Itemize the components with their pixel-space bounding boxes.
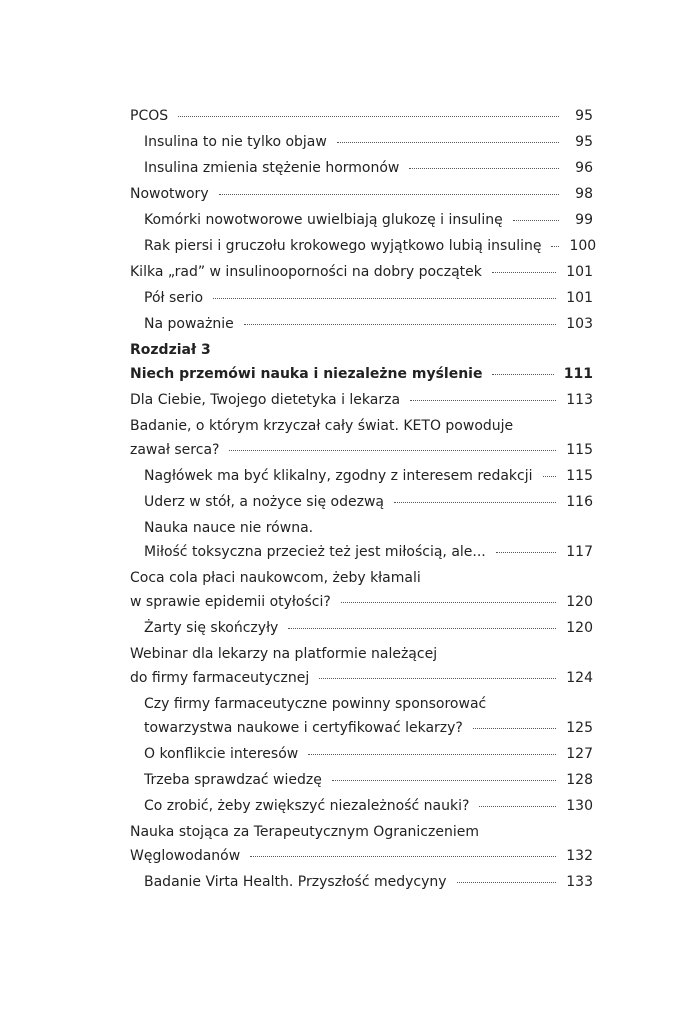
toc-entry-page: 124 (566, 670, 593, 686)
toc-entry-title: Węglowodanów (130, 848, 241, 864)
toc-subentry (130, 870, 593, 894)
dot-leader (473, 728, 556, 729)
toc-subentry (130, 794, 593, 818)
toc-entry-page: 95 (575, 134, 593, 150)
toc-entry-title: Insulina zmienia stężenie hormonów (144, 160, 400, 176)
toc-entry-page: 130 (566, 798, 593, 814)
dot-leader (250, 856, 556, 857)
dot-leader (178, 116, 559, 117)
toc-entry-title: Nagłówek ma być klikalny, zgodny z interesem redakcji (144, 468, 533, 484)
toc-subentry (130, 464, 593, 488)
toc-entry-title-line1: Badanie, o którym krzyczał cały świat. KETO powoduje (130, 418, 514, 434)
toc-entry-title: Uderz w stół, a nożyce się odezwą (144, 494, 384, 510)
dot-leader (337, 142, 559, 143)
toc-entry-title: Insulina to nie tylko objaw (144, 134, 327, 150)
toc-entry-title: Pół serio (144, 290, 204, 306)
toc-entry-title: Nowotwory (130, 186, 209, 202)
dot-leader (341, 602, 556, 603)
dot-leader (457, 882, 557, 883)
toc-subentry (130, 616, 593, 640)
toc-entry (130, 642, 593, 690)
chapter-title (130, 362, 593, 386)
dot-leader (213, 298, 556, 299)
toc-subentry (130, 312, 593, 336)
toc-entry-title: Żarty się skończyły (144, 620, 279, 636)
dot-leader (394, 502, 556, 503)
dot-leader (332, 780, 556, 781)
toc-entry (130, 182, 593, 206)
dot-leader (410, 400, 556, 401)
toc-entry-page: 111 (563, 366, 593, 382)
toc-entry-page: 101 (566, 290, 593, 306)
toc-subentry (130, 742, 593, 766)
toc-entry (130, 260, 593, 284)
toc-subentry (130, 208, 593, 232)
toc-entry-title: PCOS (130, 108, 169, 124)
toc-entry-page: 116 (566, 494, 593, 510)
toc-entry-page: 115 (566, 442, 593, 458)
toc-subentry (130, 692, 593, 740)
toc-entry (130, 104, 593, 128)
toc-entry-title-line1: Webinar dla lekarzy na platformie należącej (130, 646, 438, 662)
toc-subentry (130, 130, 593, 154)
toc-entry-page: 101 (566, 264, 593, 280)
dot-leader (543, 476, 557, 477)
dot-leader (409, 168, 559, 169)
dot-leader (308, 754, 556, 755)
toc-entry-title: w sprawie epidemii otyłości? (130, 594, 331, 610)
dot-leader (492, 272, 556, 273)
dot-leader (513, 220, 559, 221)
toc-entry-page: 113 (566, 392, 593, 408)
toc-entry-title: Trzeba sprawdzać wiedzę (144, 772, 322, 788)
table-of-contents (130, 104, 597, 896)
toc-entry-title: Badanie Virta Health. Przyszłość medycyny (144, 874, 447, 890)
toc-entry-title: Komórki nowotworowe uwielbiają glukozę i insulinę (144, 212, 503, 228)
toc-entry-title: Niech przemówi nauka i niezależne myślenie (130, 366, 483, 382)
toc-entry (130, 820, 593, 868)
toc-entry-page: 132 (566, 848, 593, 864)
toc-entry-title: do firmy farmaceutycznej (130, 670, 310, 686)
dot-leader (496, 552, 557, 553)
dot-leader (219, 194, 559, 195)
toc-subentry (130, 768, 593, 792)
toc-entry-title: O konflikcie interesów (144, 746, 299, 762)
toc-entry-title-line1: Nauka nauce nie równa. (144, 520, 314, 536)
toc-entry-page: 127 (566, 746, 593, 762)
toc-entry-title-line1: Coca cola płaci naukowcom, żeby kłamali (130, 570, 421, 586)
toc-entry-title: Na poważnie (144, 316, 234, 332)
dot-leader (229, 450, 556, 451)
dot-leader (492, 374, 553, 375)
toc-entry-title: Co zrobić, żeby zwiększyć niezależność nauki? (144, 798, 470, 814)
dot-leader (244, 324, 557, 325)
toc-entry-page: 115 (566, 468, 593, 484)
toc-entry-title: Dla Ciebie, Twojego dietetyka i lekarza (130, 392, 401, 408)
dot-leader (319, 678, 556, 679)
toc-entry (130, 414, 593, 462)
chapter-label-text: Rozdział 3 (130, 342, 211, 358)
toc-entry-title-line1: Nauka stojąca za Terapeutycznym Ograniczeniem (130, 824, 479, 840)
toc-subentry (130, 234, 597, 258)
toc-entry-page: 120 (566, 594, 593, 610)
toc-entry-page: 95 (575, 108, 593, 124)
toc-entry-title: Miłość toksyczna przecież też jest miłością, ale... (144, 544, 486, 560)
toc-entry-page: 100 (569, 238, 597, 254)
toc-entry-title: zawał serca? (130, 442, 220, 458)
toc-entry-page: 117 (566, 544, 593, 560)
chapter-label (130, 338, 593, 362)
toc-entry-title: towarzystwa naukowe i certyfikować lekarzy? (144, 720, 463, 736)
toc-entry-page: 98 (575, 186, 593, 202)
toc-entry-title: Rak piersi i gruczołu krokowego wyjątkowo lubią insulinę (144, 238, 542, 254)
dot-leader (479, 806, 556, 807)
toc-subentry (130, 156, 593, 180)
toc-subentry (130, 490, 593, 514)
toc-entry-page: 96 (575, 160, 593, 176)
toc-entry-page: 125 (566, 720, 593, 736)
toc-entry (130, 566, 593, 614)
dot-leader (551, 246, 559, 247)
toc-entry-title: Kilka „rad” w insulinooporności na dobry początek (130, 264, 482, 280)
toc-entry-page: 133 (566, 874, 593, 890)
toc-subentry (130, 516, 593, 564)
toc-entry-page: 120 (566, 620, 593, 636)
toc-entry-page: 99 (575, 212, 593, 228)
toc-entry-page: 103 (566, 316, 593, 332)
toc-entry-title-line1: Czy firmy farmaceutyczne powinny sponsorować (144, 696, 487, 712)
toc-entry-page: 128 (566, 772, 593, 788)
dot-leader (288, 628, 556, 629)
toc-subentry (130, 286, 593, 310)
toc-entry (130, 388, 593, 412)
